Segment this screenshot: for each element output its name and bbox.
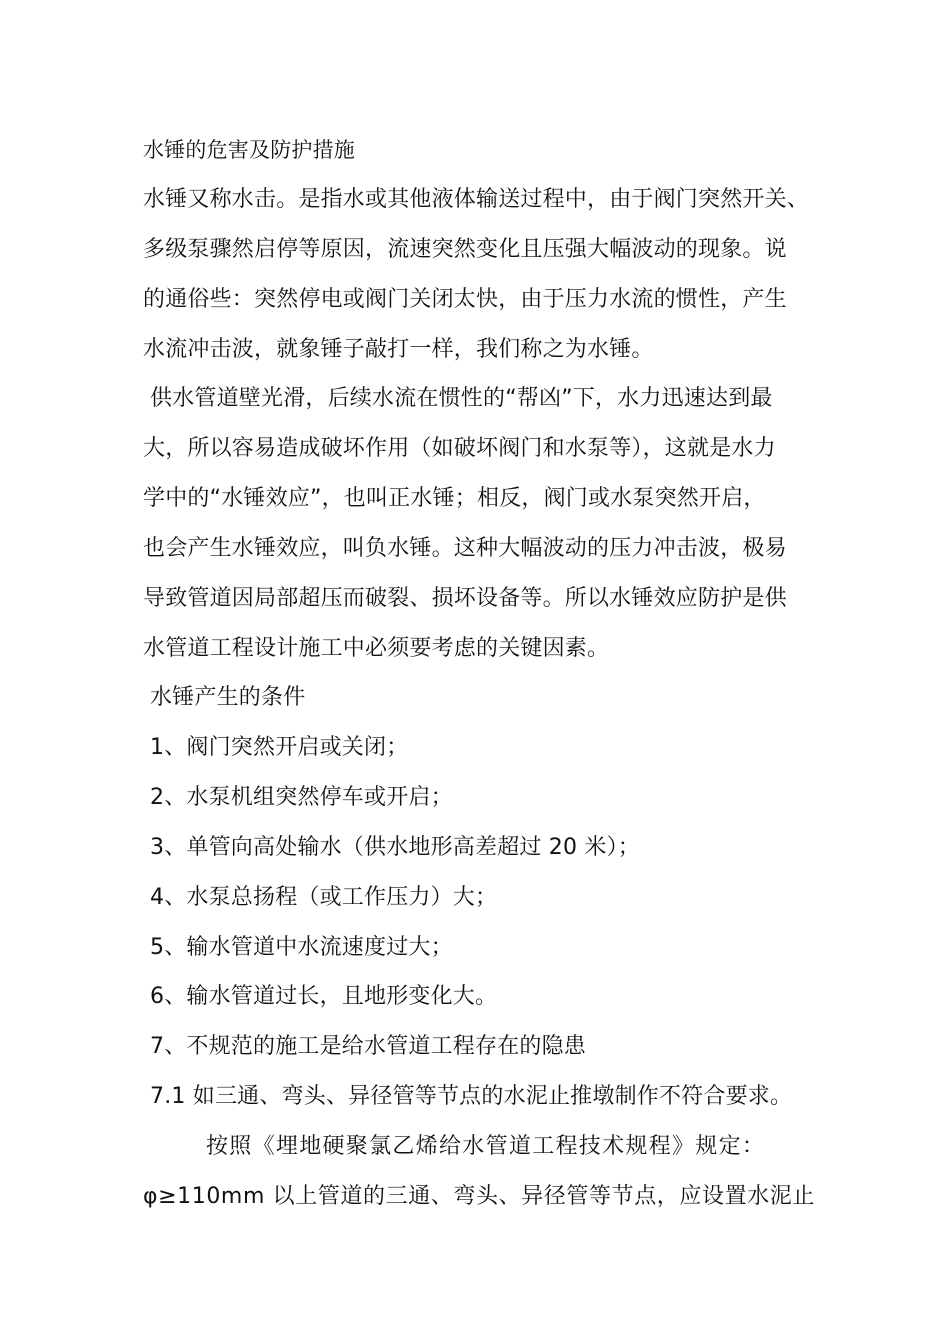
list-item: 7、不规范的施工是给水管道工程存在的隐患	[150, 1034, 586, 1059]
list-item: 1、阀门突然开启或关闭；	[150, 735, 409, 760]
paragraph-line: 也会产生水锤效应，叫负水锤。这种大幅波动的压力冲击波，极易	[143, 536, 787, 561]
list-item: 6、输水管道过长，且地形变化大。	[150, 984, 498, 1009]
sub-list-item: 7.1 如三通、弯头、异径管等节点的水泥止推墩制作不符合要求。	[150, 1084, 793, 1109]
paragraph-line: 水流冲击波，就象锤子敲打一样，我们称之为水锤。	[143, 337, 654, 362]
paragraph-line: 水锤又称水击。是指水或其他液体输送过程中，由于阀门突然开关、	[143, 187, 810, 212]
paragraph-line: φ≥110mm 以上管道的三通、弯头、异径管等节点，应设置水泥止	[143, 1184, 815, 1209]
list-item: 5、输水管道中水流速度过大；	[150, 935, 453, 960]
paragraph-line: 大，所以容易造成破坏作用（如破坏阀门和水泵等），这就是水力	[143, 436, 776, 461]
paragraph-line: 按照《埋地硬聚氯乙烯给水管道工程技术规程》规定：	[206, 1134, 766, 1159]
document-title: 水锤的危害及防护措施	[143, 138, 355, 162]
paragraph-line: 多级泵骤然启停等原因，流速突然变化且压强大幅波动的现象。说	[143, 237, 787, 262]
list-item: 3、单管向高处输水（供水地形高差超过 20 米）；	[150, 835, 640, 860]
paragraph-line: 的通俗些：突然停电或阀门关闭太快，由于压力水流的惯性，产生	[143, 287, 787, 312]
paragraph-line: 学中的“水锤效应”，也叫正水锤；相反，阀门或水泵突然开启，	[143, 486, 766, 511]
list-item: 4、水泵总扬程（或工作压力）大；	[150, 885, 498, 910]
list-item: 2、水泵机组突然停车或开启；	[150, 785, 453, 810]
paragraph-line: 供水管道壁光滑，后续水流在惯性的“帮凶”下，水力迅速达到最	[150, 386, 773, 411]
section-heading: 水锤产生的条件	[150, 685, 306, 710]
paragraph-line: 水管道工程设计施工中必须要考虑的关键因素。	[143, 636, 610, 661]
paragraph-line: 导致管道因局部超压而破裂、损坏设备等。所以水锤效应防护是供	[143, 586, 787, 611]
